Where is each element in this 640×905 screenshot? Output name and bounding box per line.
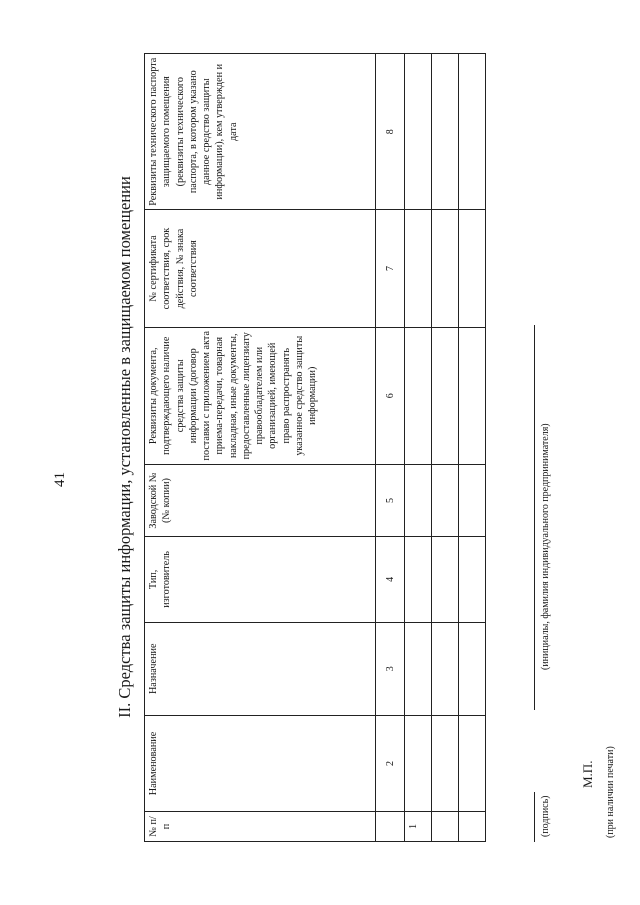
table-cell (432, 537, 459, 622)
table-cell (459, 622, 486, 715)
table-cell (405, 537, 432, 622)
table-cell (405, 327, 432, 464)
header-cell-passport: Реквизиты технического паспорта защищаемого помещения (реквизиты технического паспорта, в котором указано данное средство защиты информации), кем утвержден и дата (145, 54, 376, 210)
header-cell-number: № п/п (145, 812, 376, 842)
index-cell: 5 (376, 464, 405, 536)
table-cell (459, 210, 486, 327)
table-cell (459, 54, 486, 210)
table-cell (459, 715, 486, 811)
rotated-page (20, 22, 620, 882)
name-line (534, 325, 535, 710)
index-cell: 2 (376, 715, 405, 811)
table-cell: 1 (405, 812, 432, 842)
header-cell-certificate: № сертификата соответствия, срок действия, № знака соответствия (145, 210, 376, 327)
index-cell: 7 (376, 210, 405, 327)
table-cell (432, 812, 459, 842)
table-cell (405, 464, 432, 536)
header-cell-document: Реквизиты документа, подтверждающего наличие средства защиты информации (договор поставки с приложением акта приема-передачи, товарная накладная, иные документы, предоставленные лицензиату правообладателем или организацией, имеющей право распространять указанное средство защиты информации) (145, 327, 376, 464)
table-cell (432, 54, 459, 210)
table-row (405, 54, 432, 842)
table-cell (432, 715, 459, 811)
signature-label: (подпись) (540, 795, 551, 837)
table-cell (432, 464, 459, 536)
index-cell: 4 (376, 537, 405, 622)
table-cell (405, 622, 432, 715)
table-index-row (376, 54, 405, 842)
index-cell: 6 (376, 327, 405, 464)
section-title: II. Средства защиты информации, установленные в защищаемом помещении (115, 176, 134, 718)
index-cell: 8 (376, 54, 405, 210)
header-cell-purpose: Назначение (145, 622, 376, 715)
protection-tools-table (144, 53, 486, 842)
table-cell (405, 210, 432, 327)
table-header-row (145, 54, 376, 842)
table-cell (459, 812, 486, 842)
header-cell-name: Наименование (145, 715, 376, 811)
stamp-label: М.П. (580, 760, 595, 788)
table-row (459, 54, 486, 842)
table-cell (432, 622, 459, 715)
document-sheet (20, 22, 620, 882)
table-cell (432, 327, 459, 464)
signature-line (534, 792, 535, 842)
index-cell: 3 (376, 622, 405, 715)
table-cell (405, 715, 432, 811)
index-cell (376, 812, 405, 842)
name-label: (инициалы, фамилия индивидуального предпринимателя) (540, 423, 551, 670)
header-cell-type: Тип, изготовитель (145, 537, 376, 622)
table-cell (459, 464, 486, 536)
header-cell-serial: Заводской № (№ копии) (145, 464, 376, 536)
table-cell (405, 54, 432, 210)
table-row (432, 54, 459, 842)
page-number: 41 (52, 472, 68, 487)
stamp-note: (при наличии печати) (605, 746, 616, 838)
table-cell (459, 537, 486, 622)
table-cell (459, 327, 486, 464)
table-cell (432, 210, 459, 327)
